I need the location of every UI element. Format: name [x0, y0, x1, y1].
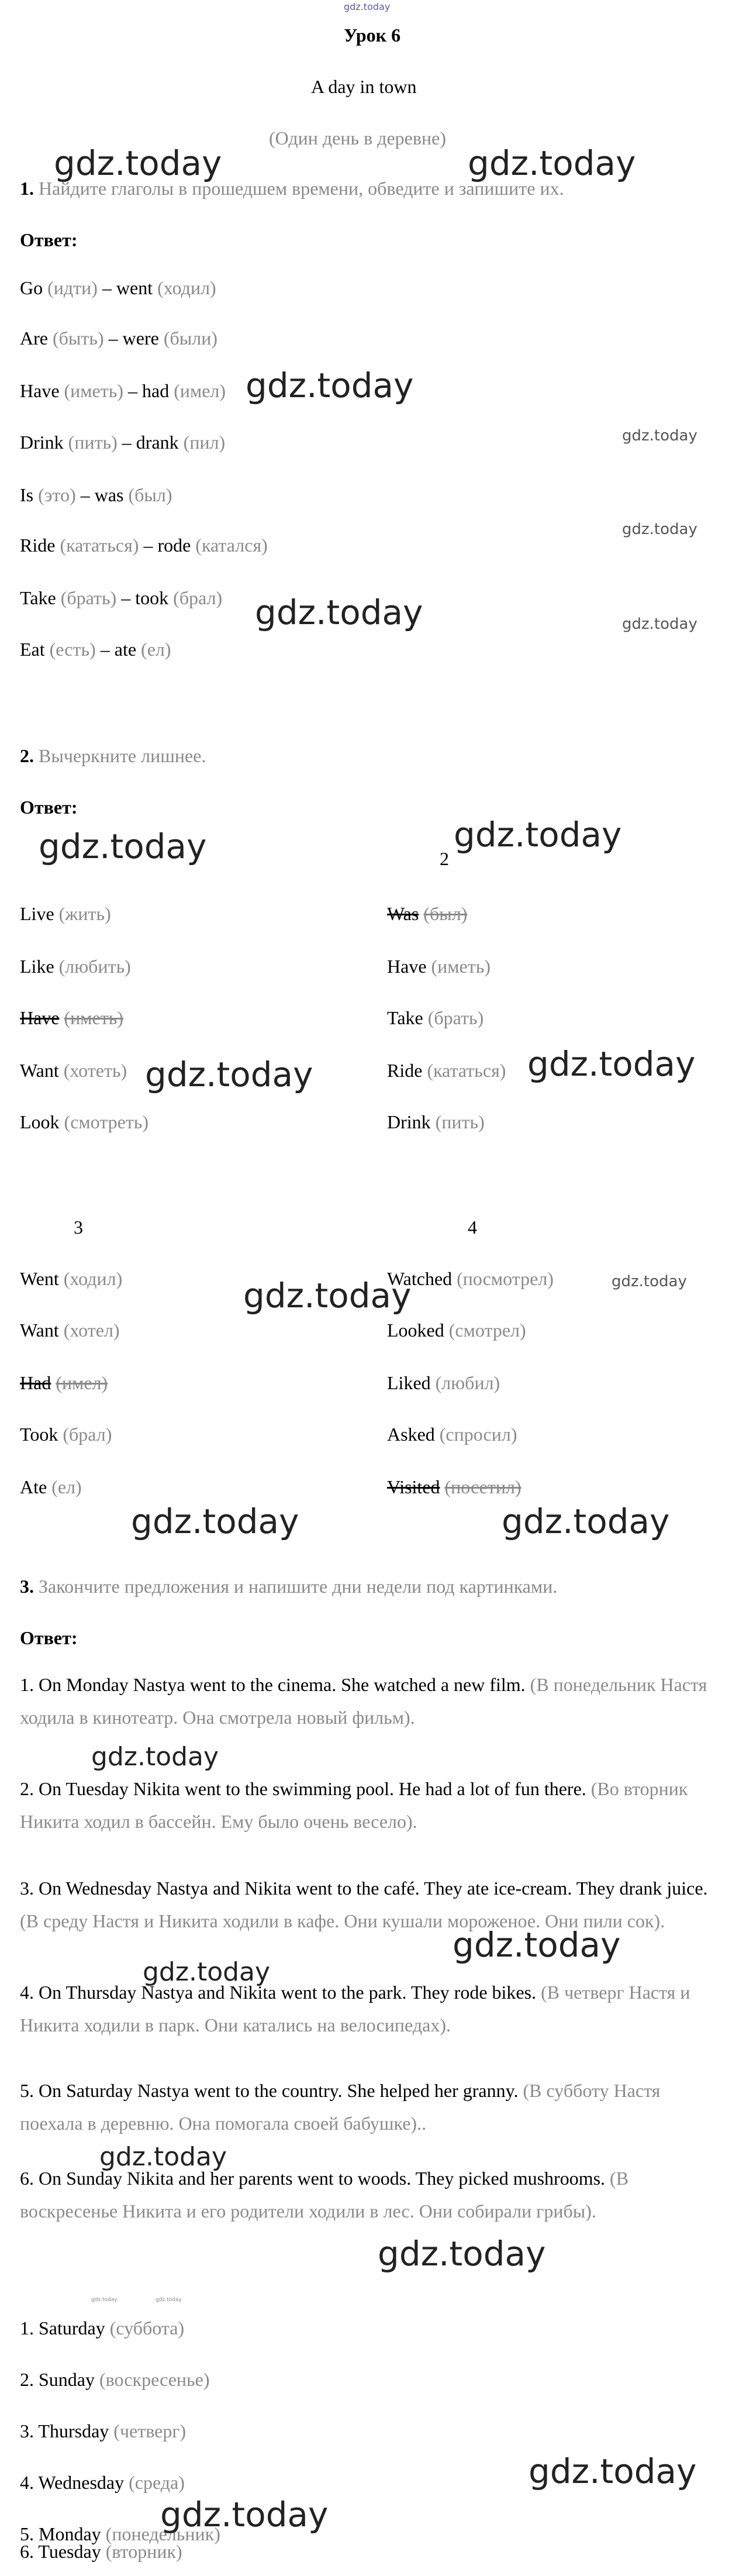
verb-infinitive-ru: (это)	[38, 484, 76, 505]
day-item	[20, 2319, 184, 2337]
watermark: gdz.today	[622, 427, 697, 445]
word-item	[387, 1373, 500, 1392]
dash: –	[100, 639, 110, 660]
word-translation: (пить)	[435, 1111, 485, 1132]
watermark: gdz.today	[529, 2451, 697, 2491]
verb-past: ate	[114, 639, 137, 660]
verb-past: rode	[157, 535, 191, 556]
day-item	[20, 2370, 209, 2389]
word-translation: (ходил)	[63, 1268, 123, 1289]
word-item	[387, 1269, 554, 1288]
verb-infinitive: Have	[20, 380, 60, 401]
word-item	[20, 1061, 127, 1080]
lesson-heading: Урок 6	[344, 25, 401, 46]
watermark: gdz.today	[255, 593, 423, 632]
top-watermark-link[interactable]: gdz.today	[344, 1, 391, 12]
word-translation: (смотреть)	[64, 1111, 149, 1132]
watermark: gdz.today	[612, 1273, 687, 1290]
verb-infinitive: Eat	[20, 639, 45, 660]
verb-infinitive-ru: (идти)	[47, 277, 98, 298]
struck-word: Was	[387, 903, 419, 924]
task1-instruction: Найдите глаголы в прошедшем времени, обведите и запишите их.	[39, 178, 564, 199]
watermark: gdz.today	[143, 1957, 271, 1987]
sentence-en: 1. On Monday Nastya went to the cinema. She watched a new film.	[20, 1674, 526, 1695]
word-translation: (иметь)	[64, 1007, 123, 1028]
watermark: gdz.today	[622, 521, 697, 538]
watermark: gdz.today	[99, 2142, 227, 2172]
task3-number: 3.	[20, 1576, 34, 1597]
dash: –	[121, 587, 131, 608]
verb-row	[20, 640, 171, 659]
word-item	[387, 1008, 483, 1027]
day-item	[20, 2422, 186, 2440]
task3-sentence-1	[20, 1668, 721, 1734]
word-translation: (иметь)	[431, 956, 491, 977]
dash: –	[108, 328, 118, 349]
sentence-ru: (В среду Настя и Никита ходили в кафе. Они кушали мороженое. Они пили сок).	[20, 1910, 665, 1931]
dash: –	[127, 380, 137, 401]
day-name: 1. Saturday	[20, 2317, 105, 2339]
word: Want	[20, 1320, 59, 1341]
watermark: gdz.today	[160, 2495, 329, 2534]
day-translation: (понедельник)	[105, 2523, 220, 2544]
verb-infinitive-ru: (пить)	[68, 432, 118, 453]
word-item	[387, 1425, 517, 1444]
verb-infinitive: Ride	[20, 535, 56, 556]
word-item	[387, 1321, 526, 1339]
word-item	[20, 1373, 108, 1392]
verb-row	[20, 381, 226, 400]
verb-past-ru: (брал)	[173, 587, 223, 608]
word-translation: (посмотрел)	[457, 1268, 554, 1289]
word: Drink	[387, 1111, 431, 1132]
verb-infinitive: Are	[20, 328, 48, 349]
struck-word: Visited	[387, 1476, 440, 1497]
watermark: gdz.today	[91, 1742, 219, 1772]
watermark: gdz.today	[131, 1501, 299, 1541]
dash: –	[122, 432, 132, 453]
sentence-en: 6. On Sunday Nikita and her parents went to woods. They picked mushrooms.	[20, 2168, 606, 2189]
task2-heading	[20, 746, 206, 765]
verb-row	[20, 278, 216, 297]
day-name: 2. Sunday	[20, 2369, 95, 2390]
watermark: gdz.today	[453, 1925, 621, 1965]
word-item	[387, 1061, 506, 1080]
day-name: 3. Thursday	[20, 2420, 109, 2441]
dash: –	[80, 484, 90, 505]
word-translation: (хотеть)	[63, 1060, 127, 1081]
verb-past: were	[122, 328, 159, 349]
verb-infinitive-ru: (иметь)	[64, 380, 123, 401]
verb-past-ru: (ходил)	[157, 277, 216, 298]
word: Liked	[387, 1372, 431, 1393]
verb-row	[20, 588, 222, 607]
day-translation: (вторник)	[105, 2541, 182, 2562]
word: Took	[20, 1424, 58, 1445]
word: Like	[20, 956, 54, 977]
word-item	[20, 1008, 123, 1027]
group-label-3: 3	[74, 1217, 83, 1238]
verb-past-ru: (ел)	[141, 639, 171, 660]
verb-infinitive-ru: (быть)	[52, 328, 104, 349]
word-translation: (смотрел)	[448, 1320, 526, 1341]
dash: –	[102, 277, 112, 298]
word-item	[387, 1478, 521, 1496]
task3-answer-label: Ответ:	[20, 1627, 78, 1648]
page-title: A day in town	[311, 76, 417, 97]
day-name: 6. Tuesday	[20, 2541, 101, 2562]
sentence-en: 2. On Tuesday Nikita went to the swimming pool. He had a lot of fun there.	[20, 1778, 586, 1799]
word-translation: (брал)	[63, 1424, 112, 1445]
word-translation: (был)	[423, 903, 468, 924]
sentence-ru: (В понедельник Настя ходила в кинотеатр. Она смотрела новый фильм).	[20, 1674, 707, 1728]
word: Looked	[387, 1320, 444, 1341]
day-translation: (четверг)	[113, 2420, 186, 2441]
task1-answer-label: Ответ:	[20, 229, 78, 250]
watermark: gdz.today	[454, 815, 622, 855]
task1-number: 1.	[20, 178, 34, 199]
watermark: gdz.today	[378, 2234, 546, 2274]
sentence-ru: (В субботу Настя поехала в деревню. Она помогала своей бабушке)..	[20, 2080, 661, 2134]
word-translation: (кататься)	[427, 1060, 506, 1081]
verb-infinitive: Take	[20, 587, 56, 608]
sentence-ru: (Во вторник Никита ходил в бассейн. Ему было очень весело).	[20, 1778, 688, 1832]
word-item	[20, 1269, 122, 1288]
watermark: gdz.today	[54, 143, 222, 183]
verb-past: was	[94, 484, 124, 505]
struck-word: Have	[20, 1007, 60, 1028]
watermark: gdz.today	[527, 1044, 696, 1084]
group-label-4: 4	[468, 1217, 477, 1238]
watermark: gdz.today	[502, 1501, 670, 1541]
verb-row	[20, 536, 268, 555]
word-translation: (любить)	[58, 956, 131, 977]
word-translation: (ел)	[51, 1476, 82, 1497]
word-item	[20, 1321, 120, 1339]
word: Have	[387, 956, 427, 977]
day-translation: (суббота)	[109, 2317, 185, 2339]
verb-past: took	[135, 587, 169, 608]
sentence-ru: (В четверг Настя и Никита ходили в парк. Они катались на велосипедах).	[20, 1982, 690, 2036]
word-item	[20, 1113, 148, 1131]
watermark: gdz.today	[156, 2297, 182, 2303]
verb-infinitive: Drink	[20, 432, 64, 453]
word-translation: (имел)	[56, 1372, 108, 1393]
word-item	[387, 957, 491, 976]
verb-infinitive-ru: (кататься)	[60, 535, 139, 556]
verb-infinitive-ru: (есть)	[49, 639, 96, 660]
word: Live	[20, 903, 54, 924]
sentence-ru: (В воскресенье Никита и его родители ходили в лес. Они собирали грибы).	[20, 2168, 629, 2222]
verb-row	[20, 329, 217, 347]
verb-infinitive: Is	[20, 484, 34, 505]
watermark: gdz.today	[243, 1276, 412, 1315]
word-item	[387, 904, 467, 923]
task3-heading	[20, 1577, 557, 1596]
word: Ate	[20, 1476, 47, 1497]
day-name: 4. Wednesday	[20, 2472, 125, 2493]
watermark: gdz.today	[246, 366, 414, 405]
verb-row	[20, 485, 172, 504]
word-item	[20, 1425, 112, 1444]
word-item	[20, 904, 111, 923]
watermark: gdz.today	[468, 143, 636, 183]
word-translation: (спросил)	[439, 1424, 517, 1445]
verb-past-ru: (пил)	[183, 432, 226, 453]
word: Ride	[387, 1060, 423, 1081]
word: Take	[387, 1007, 423, 1028]
word-translation: (жить)	[58, 903, 111, 924]
watermark: gdz.today	[39, 826, 207, 866]
verb-past-ru: (катался)	[195, 535, 268, 556]
word: Look	[20, 1111, 60, 1132]
task2-instruction: Вычеркните лишнее.	[39, 745, 206, 766]
word: Asked	[387, 1424, 435, 1445]
dash: –	[143, 535, 153, 556]
verb-past: had	[141, 380, 170, 401]
verb-past-ru: (имел)	[174, 380, 226, 401]
task2-answer-label: Ответ:	[20, 797, 78, 818]
word-translation: (любил)	[435, 1372, 500, 1393]
task3-sentence-4	[20, 1976, 721, 2041]
verb-past-ru: (был)	[128, 484, 172, 505]
struck-word: Had	[20, 1372, 51, 1393]
word-translation: (посетил)	[444, 1476, 521, 1497]
page-subtitle: (Один день в деревне)	[269, 128, 446, 149]
word-item	[20, 957, 131, 976]
day-translation: (воскресенье)	[99, 2369, 210, 2390]
day-name: 5. Monday	[20, 2523, 101, 2544]
task2-number: 2.	[20, 745, 34, 766]
sentence-en: 4. On Thursday Nastya and Nikita went to the park. They rode bikes.	[20, 1982, 537, 2003]
word: Watched	[387, 1268, 453, 1289]
verb-past: went	[116, 277, 153, 298]
word-item	[387, 1113, 485, 1131]
watermark: gdz.today	[91, 2297, 118, 2303]
task3-sentence-5	[20, 2074, 721, 2140]
day-item	[20, 2473, 185, 2492]
word: Went	[20, 1268, 59, 1289]
verb-row	[20, 433, 225, 452]
word-translation: (брать)	[427, 1007, 484, 1028]
day-translation: (среда)	[129, 2472, 185, 2493]
task3-instruction: Закончите предложения и напишите дни недели под картинками.	[39, 1576, 558, 1597]
verb-infinitive-ru: (брать)	[60, 587, 117, 608]
day-item	[20, 2542, 182, 2561]
word: Want	[20, 1060, 59, 1081]
watermark: gdz.today	[145, 1055, 313, 1094]
sentence-en: 3. On Wednesday Nastya and Nikita went to the café. They ate ice-cream. They drank juice.	[20, 1878, 708, 1899]
watermark: gdz.today	[622, 615, 697, 633]
verb-past-ru: (были)	[163, 328, 217, 349]
verb-past: drank	[136, 432, 179, 453]
verb-infinitive: Go	[20, 277, 43, 298]
sentence-en: 5. On Saturday Nastya went to the country. She helped her granny.	[20, 2080, 519, 2101]
word-item	[20, 1478, 82, 1496]
word-translation: (хотел)	[63, 1320, 120, 1341]
group-label-2: 2	[440, 848, 449, 869]
task3-sentence-2	[20, 1772, 721, 1838]
